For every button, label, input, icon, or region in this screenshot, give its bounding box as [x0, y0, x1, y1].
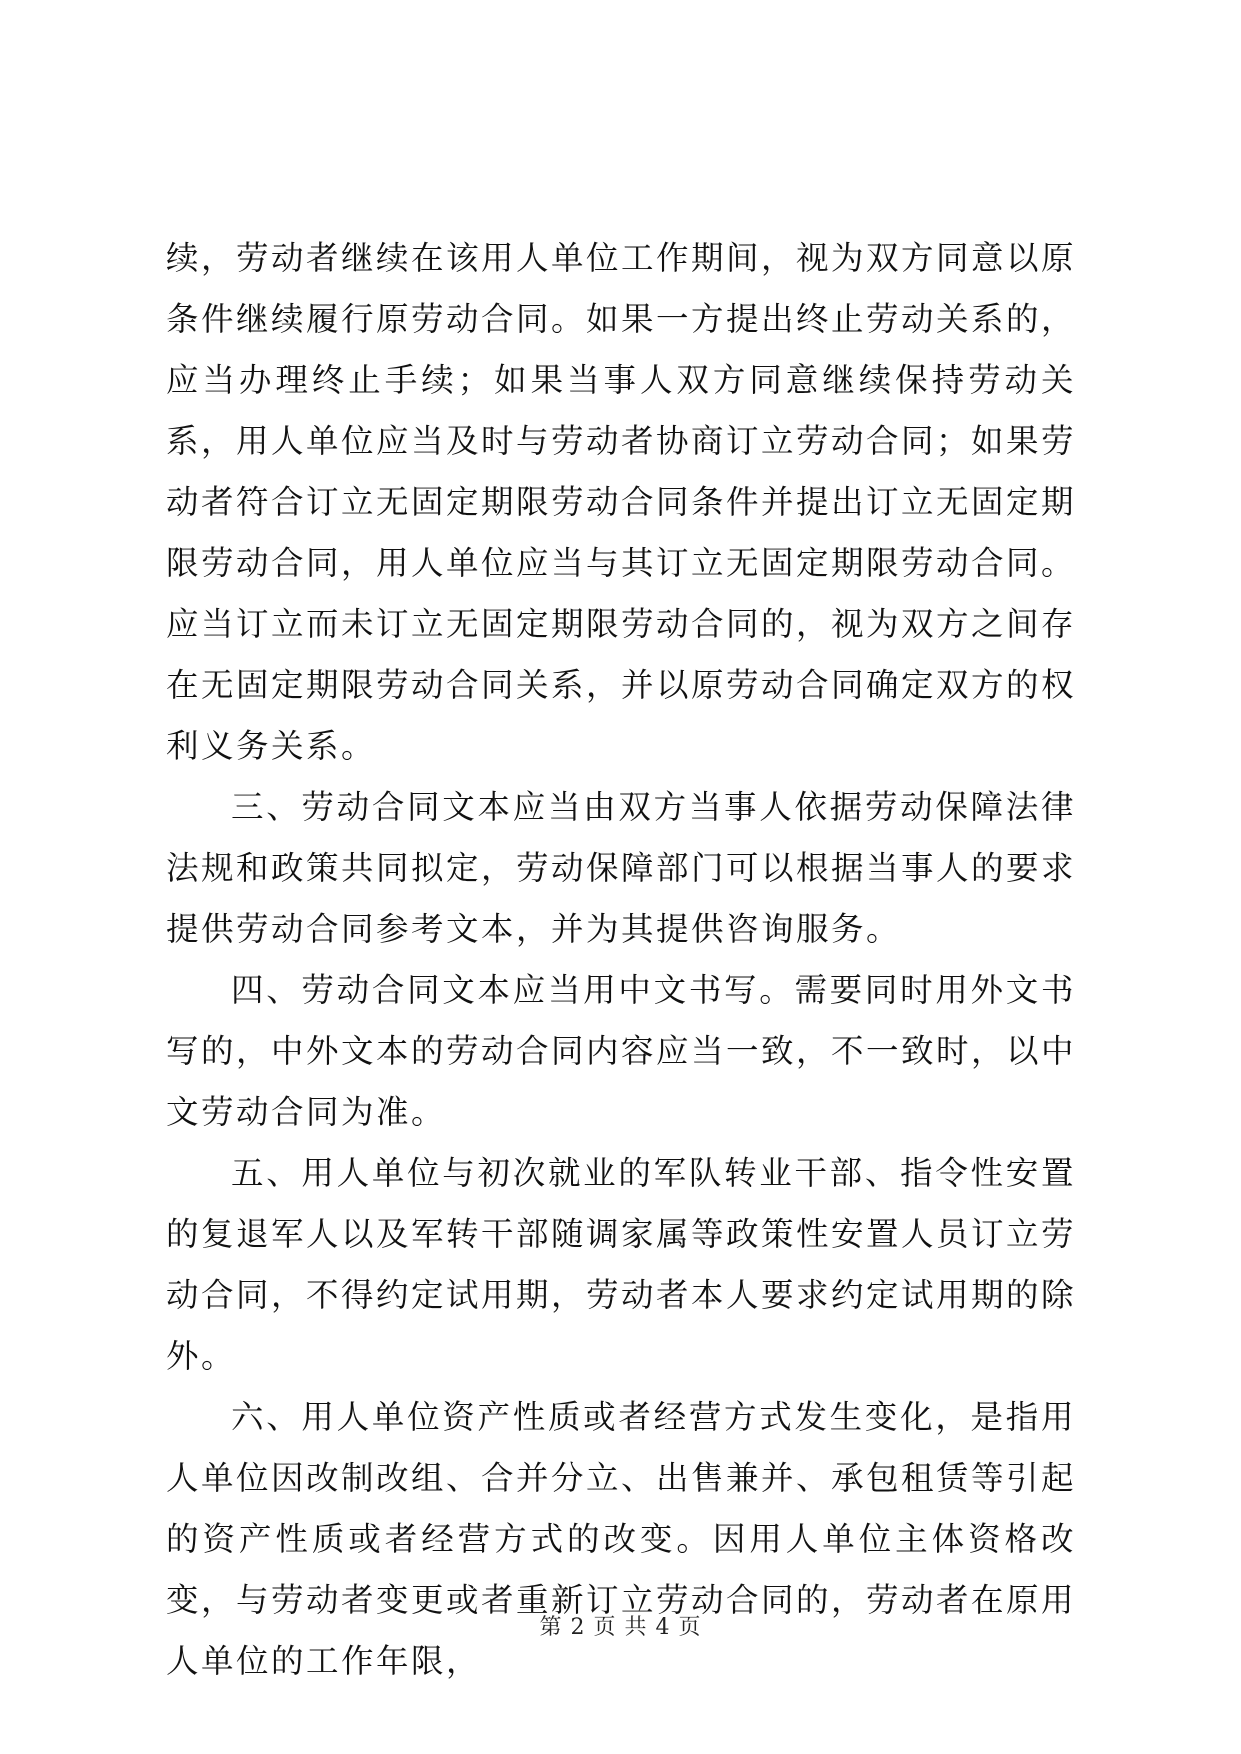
paragraph-continuation: 续，劳动者继续在该用人单位工作期间，视为双方同意以原条件继续履行原劳动合同。如果一方提出终止劳动关系的，应当办理终止手续；如果当事人双方同意继续保持劳动关系，用人单位应当及时与劳动者协商订立劳动合同；如果劳动者符合订立无固定期限劳动合同条件并提出订立无固定期限劳动合同，用人单位应当与其订立无固定期限劳动合同。应当订立而未订立无固定期限劳动合同的，视为双方之间存在无固定期限劳动合同关系，并以原劳动合同确定双方的权利义务关系。	[166, 239, 1077, 765]
page-footer: 第 2 页 共 4 页	[539, 1615, 702, 1640]
document-body	[166, 228, 1076, 1692]
paragraph-article-5: 五、用人单位与初次就业的军队转业干部、指令性安置的复退军人以及军转干部随调家属等政策性安置人员订立劳动合同，不得约定试用期，劳动者本人要求约定试用期的除外。	[166, 1154, 1077, 1375]
paragraph-article-4: 四、劳动合同文本应当用中文书写。需要同时用外文书写的，中外文本的劳动合同内容应当一致，不一致时，以中文劳动合同为准。	[166, 971, 1077, 1131]
paragraph-article-3: 三、劳动合同文本应当由双方当事人依据劳动保障法律法规和政策共同拟定，劳动保障部门可以根据当事人的要求提供劳动合同参考文本，并为其提供咨询服务。	[166, 788, 1077, 948]
paragraph-article-6: 六、用人单位资产性质或者经营方式发生变化，是指用人单位因改制改组、合并分立、出售兼并、承包租赁等引起的资产性质或者经营方式的改变。因用人单位主体资格改变，与劳动者变更或者重新订立劳动合同的，劳动者在原用人单位的工作年限，	[166, 1398, 1077, 1680]
